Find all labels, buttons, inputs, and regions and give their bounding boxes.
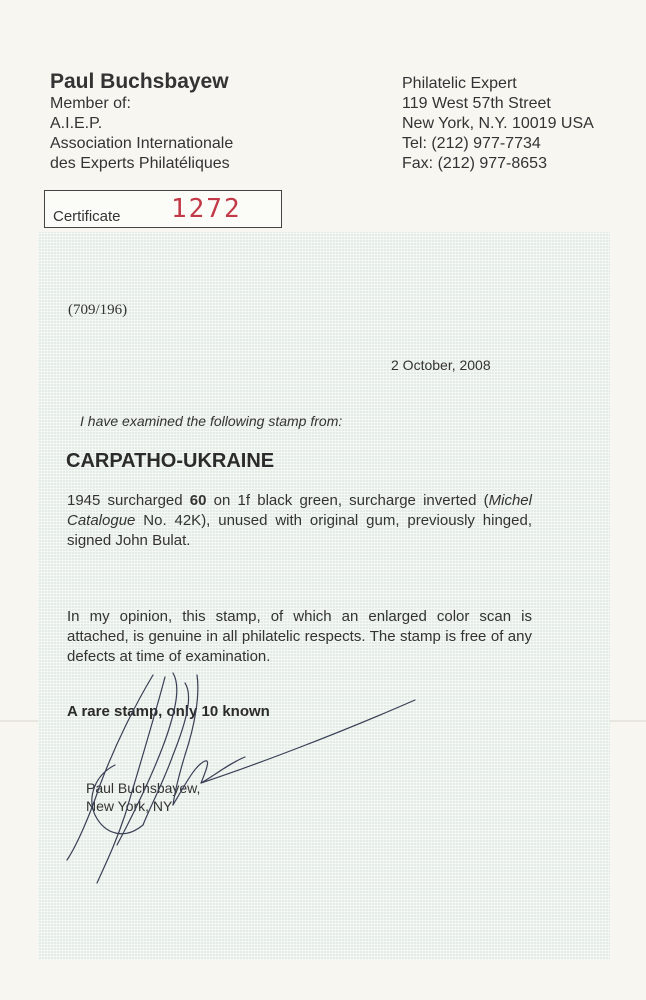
description-text: 1945 surcharged [67, 492, 190, 509]
rarity-note: A rare stamp, only 10 known [67, 703, 270, 720]
description-text: on 1f black green, surcharge inverted ( [206, 492, 489, 509]
telephone: Tel: (212) 977-7734 [402, 135, 541, 152]
city-address: New York, N.Y. 10019 USA [402, 115, 594, 132]
street-address: 119 West 57th Street [402, 95, 551, 112]
stamp-country: CARPATHO-UKRAINE [66, 450, 275, 472]
membership-block [50, 94, 233, 174]
signer-name: Paul Buchsbayew, [86, 780, 201, 796]
intro-text: I have examined the following stamp from: [80, 413, 343, 429]
expert-name: Paul Buchsbayew [50, 70, 229, 93]
stamp-description [67, 491, 532, 551]
certificate-date: 2 October, 2008 [391, 357, 491, 373]
fax: Fax: (212) 977-8653 [402, 155, 547, 172]
membership-line: A.I.E.P. [50, 115, 103, 132]
signer-location: New York, NY [86, 798, 173, 814]
certificate-number-box [44, 190, 282, 228]
contact-title: Philatelic Expert [402, 75, 517, 92]
membership-line: Association Internationale [50, 135, 234, 152]
certificate-label: Certificate [53, 208, 121, 225]
handwritten-signature [55, 665, 435, 895]
membership-line: des Experts Philatéliques [50, 155, 230, 172]
expert-opinion: In my opinion, this stamp, of which an enlarged color scan is attached, is genuine in all philatelic respects. The stamp is free of any defects at time of examination. [67, 608, 532, 665]
membership-line: Member of: [50, 95, 131, 112]
catalogue-name: Michel Catalogue [67, 492, 532, 529]
contact-block [402, 74, 594, 174]
surcharge-value: 60 [189, 492, 207, 509]
description-text: No. 42K), unused with original gum, previously hinged, signed John Bulat. [67, 512, 532, 549]
certificate-number: 1272 [171, 194, 242, 224]
reference-code: (709/196) [68, 302, 128, 318]
